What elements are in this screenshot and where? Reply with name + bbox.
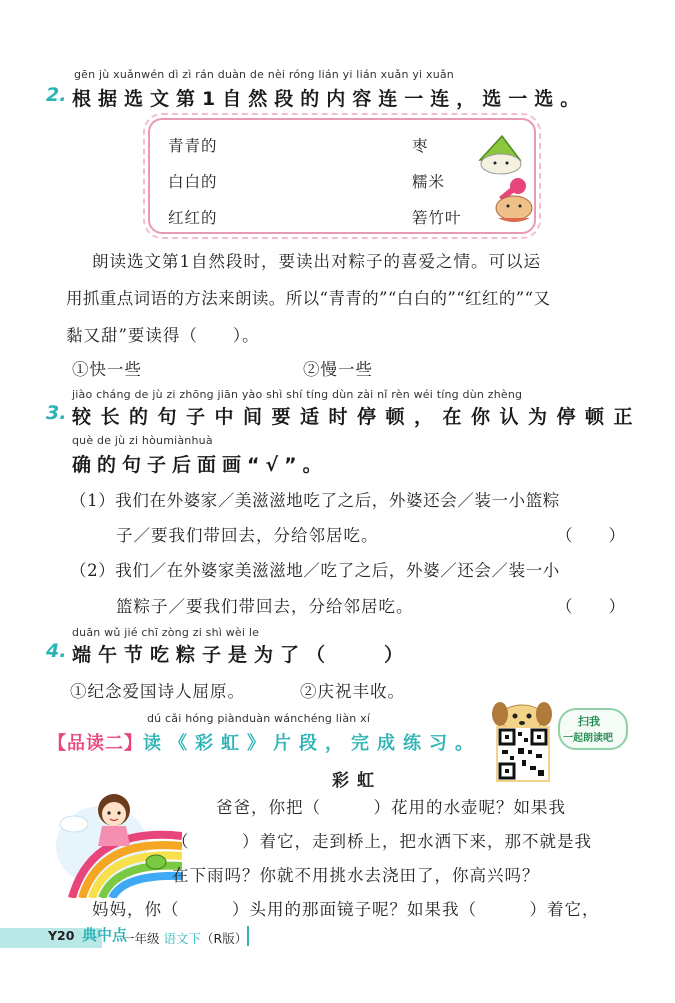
q3-instruction: 较长的句子中间要适时停顿，在你认为停顿正 [72,406,643,428]
book-info [122,929,247,947]
subject-label: 语文下 [163,931,202,946]
q3-item-1-line: （1）我们在外婆家／美滋滋地吃了之后，外婆还会／装一小篮粽 [70,491,560,510]
passage-line: 妈妈，你（ ）头用的那面镜子呢？如果我（ ）着它， [92,900,600,919]
q3-item-1-answer-box[interactable]: （ ） [556,526,626,545]
q2-paragraph-line: 黏又甜”要读得（ ）。 [66,326,260,345]
q3-number: 3. [46,402,67,424]
girl-rainbow-illustration [52,786,182,898]
brand-logo: 典中点 [82,926,128,944]
scan-bubble [558,708,628,750]
q4-instruction: 端午节吃粽子是为了（ ） [72,644,411,666]
match-left-item[interactable]: 青青的 [168,137,218,155]
section-heading [48,729,481,755]
scan-label: 扫我 [578,715,600,728]
scan-label: 一起朗读吧 [563,733,613,744]
footer-divider [247,926,249,946]
q2-option-1[interactable]: ①快一些 [72,360,142,379]
match-left-item[interactable]: 红红的 [168,209,218,227]
section-pinyin: dú cǎi hóng piànduàn wánchéng liàn xí [147,712,371,725]
passage-line: 在下雨吗？你就不用挑水去浇田了，你高兴吗？ [172,866,540,885]
qr-code-icon [498,728,548,780]
match-right-item[interactable]: 糯米 [412,173,446,191]
q3-pinyin: jiào cháng de jù zi zhōng jiān yào shì shí tíng dùn zài nǐ rèn wéi tíng dùn zhèng [72,388,523,401]
q4-option-1[interactable]: ①纪念爱国诗人屈原。 [70,682,245,701]
match-left-item[interactable]: 白白的 [168,173,218,191]
q2-paragraph-line: 用抓重点词语的方法来朗读。所以“青青的”“白白的”“红红的”“又 [66,289,551,308]
q2-pinyin: gēn jù xuǎnwén dì zì rán duàn de nèi róng lián yi lián xuǎn yi xuǎn [74,68,454,81]
q4-pinyin: duān wǔ jié chī zòng zi shì wèi le [72,626,260,639]
match-right-item[interactable]: 箬竹叶 [412,209,462,227]
q2-paragraph-line: 朗读选文第1自然段时，要读出对粽子的喜爱之情。可以运 [92,252,541,271]
edition-label: （R版） [201,931,248,946]
zongzi-cartoon-illustration [470,130,540,226]
passage-line: 爸爸，你把（ ）花用的水壶呢？如果我 [216,798,566,817]
q3-item-1-line: 子／要我们带回去，分给邻居吃。 [116,526,379,545]
page-number: Y20 [48,928,75,943]
section-tag: 【品读二】 [48,733,143,754]
grade-label: 一年级 [122,931,160,946]
q3-item-2-answer-box[interactable]: （ ） [556,597,626,616]
q3-instruction: 确的句子后面画“√”。 [72,454,328,476]
match-right-item[interactable]: 枣 [412,137,429,155]
q2-option-2[interactable]: ②慢一些 [303,360,373,379]
q4-option-2[interactable]: ②庆祝丰收。 [300,682,405,701]
section-title: 读《彩虹》片段，完成练习。 [143,733,481,754]
q4-number: 4. [46,640,67,662]
passage-line: （ ）着它，走到桥上，把水洒下来，那不就是我 [172,832,592,851]
qr-code[interactable] [496,726,550,782]
qr-scan-area[interactable] [488,700,628,786]
q3-pinyin: què de jù zi hòumiànhuà [72,434,213,447]
q2-number: 2. [46,84,67,106]
q3-item-2-line: 篮粽子／要我们带回去，分给邻居吃。 [116,597,414,616]
q3-item-2-line: （2）我们／在外婆家美滋滋地／吃了之后，外婆／还会／装一小 [70,561,560,580]
q2-instruction: 根据选文第1自然段的内容连一连，选一选。 [72,88,587,110]
passage-title: 彩虹 [332,771,382,791]
